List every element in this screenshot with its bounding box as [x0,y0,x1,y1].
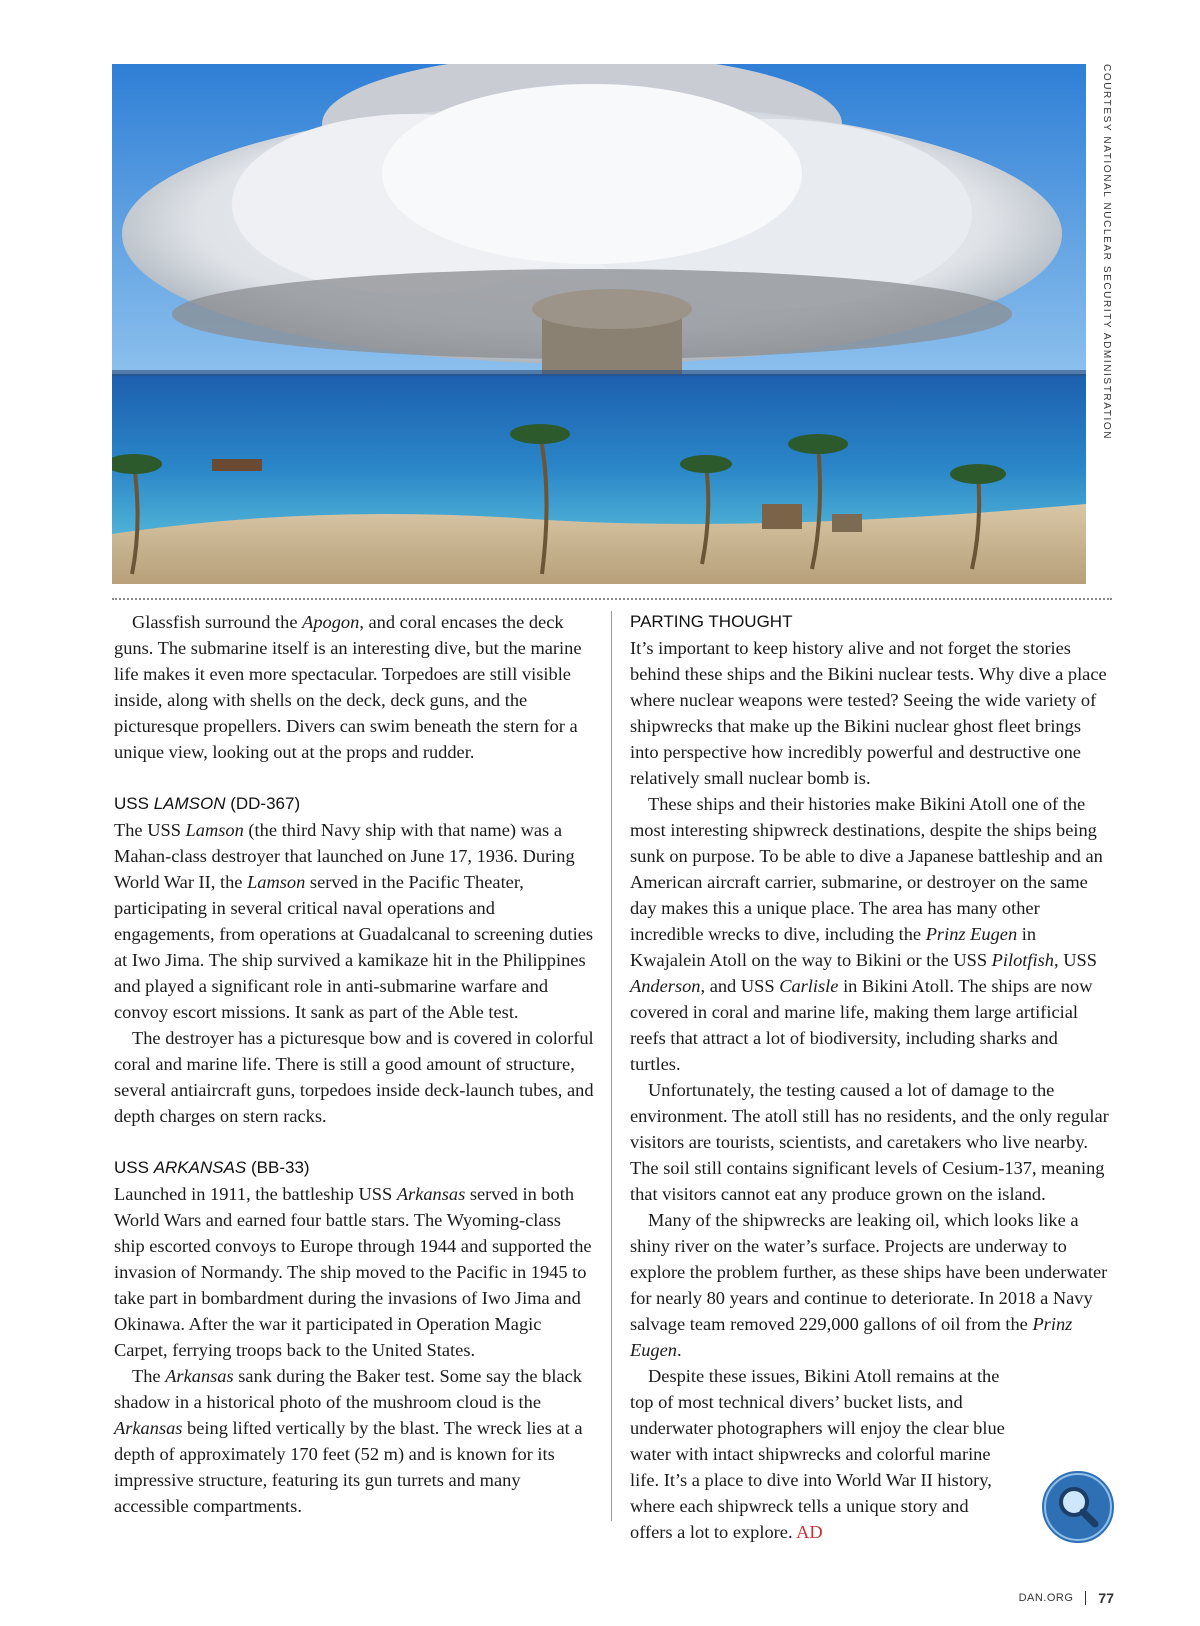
lamson-paragraph-1: The USS Lamson (the third Navy ship with that name) was a Mahan-class destroyer that launched on June 17, 1936. During World War II, the Lamson served in the Pacific Theater, participating in several critical naval operations and engagements, from operations at Guadalcanal to screening duties at Iwo Jima. The ship survived a kamikaze hit in the Philippines and played a significant role in anti-submarine warfare and convoy escort missions. It sank as part of the Able test. [114,820,594,1022]
heading-lamson: USS LAMSON (DD-367) [114,794,301,813]
right-column [630,609,1112,1545]
intro-paragraph: Glassfish surround the Apogon, and coral encases the deck guns. The submarine itself is an interesting dive, but the marine life makes it even more spectacular. Torpedoes are still visible inside, along with shells on the deck, deck guns, and the picturesque propellers. Divers can swim beneath the stern for a unique view, looking out at the props and rudder. [114,612,582,762]
section-divider [112,598,1112,600]
parting-paragraph-4: Many of the shipwrecks are leaking oil, which looks like a shiny river on the water’s surface. Projects are underway to explore the problem further, as these ships have been underwater for nearly 80 years and continue to deteriorate. In 2018 a Navy salvage team removed 229,000 gallons of oil from the Prinz Eugen. [630,1210,1108,1360]
footer-site: DAN.ORG [1018,1592,1074,1604]
footer-separator [1085,1591,1086,1605]
heading-arkansas: USS ARKANSAS (BB-33) [114,1158,310,1177]
arkansas-paragraph-2: The Arkansas sank during the Baker test. Some say the black shadow in a historical photo of the mushroom cloud is the Arkansas being lifted vertically by the blast. The wreck lies at a depth of approximately 170 feet (52 m) and is known for its impressive structure, featuring its gun turrets and many accessible compartments. [114,1366,583,1516]
arkansas-paragraph-1: Launched in 1911, the battleship USS Arkansas served in both World Wars and earned four battle stars. The Wyoming-class ship escorted convoys to Europe through 1944 and supported the invasion of Normandy. The ship moved to the Pacific in 1945 to take part in bombardment during the invasions of Iwo Jima and Okinawa. After the war it participated in Operation Magic Carpet, ferrying troops back to the United States. [114,1184,592,1360]
parting-paragraph-5: Despite these issues, Bikini Atoll remains at the top of most technical divers’ bucket lists, and underwater photographers will enjoy the clear blue water with intact shipwrecks and colorful marine life. It’s a place to dive into World War II history, where each shipwreck tells a unique story and offers a lot to explore. AD [630,1366,1005,1542]
lamson-paragraph-2: The destroyer has a picturesque bow and is covered in colorful coral and marine life. There is still a good amount of structure, several antiaircraft guns, torpedoes inside deck-launch tubes, and depth charges on stern racks. [114,1028,594,1126]
page-footer [1019,1590,1114,1606]
left-column [114,609,594,1519]
parting-paragraph-3: Unfortunately, the testing caused a lot of damage to the environment. The atoll still has no residents, and the only regular visitors are tourists, scientists, and caretakers who live nearby. The soil still contains significant levels of Cesium-137, meaning that visitors cannot eat any produce grown on the island. [630,1080,1109,1204]
parting-paragraph-1: It’s important to keep history alive and not forget the stories behind these ships and the Bikini nuclear tests. Why dive a place where nuclear weapons were tested? Seeing the wide variety of shipwrecks that make up the Bikini nuclear ghost fleet brings into perspective how incredibly powerful and destructive one relatively small nuclear bomb is. [630,638,1107,788]
photo-credit: COURTESY NATIONAL NUCLEAR SECURITY ADMINISTRATION [1101,64,1112,441]
parting-paragraph-2: These ships and their histories make Bikini Atoll one of the most interesting shipwreck destinations, despite the ships being sunk on purpose. To be able to dive a Japanese battleship and an American aircraft carrier, submarine, or destroyer on the same day makes this a unique place. The area has many other incredible wrecks to dive, including the Prinz Eugen in Kwajalein Atoll on the way to Bikini or the USS Pilotfish, USS Anderson, and USS Carlisle in Bikini Atoll. The ships are now covered in coral and marine life, making them large artificial reefs that attract a lot of biodiversity, including sharks and turtles. [630,794,1103,1074]
heading-parting-thought: PARTING THOUGHT [630,612,793,631]
column-divider [611,611,612,1521]
page-number: 77 [1098,1590,1114,1606]
end-mark: AD [796,1522,823,1542]
magnifier-icon [1038,1467,1118,1547]
hero-photo [112,64,1086,584]
